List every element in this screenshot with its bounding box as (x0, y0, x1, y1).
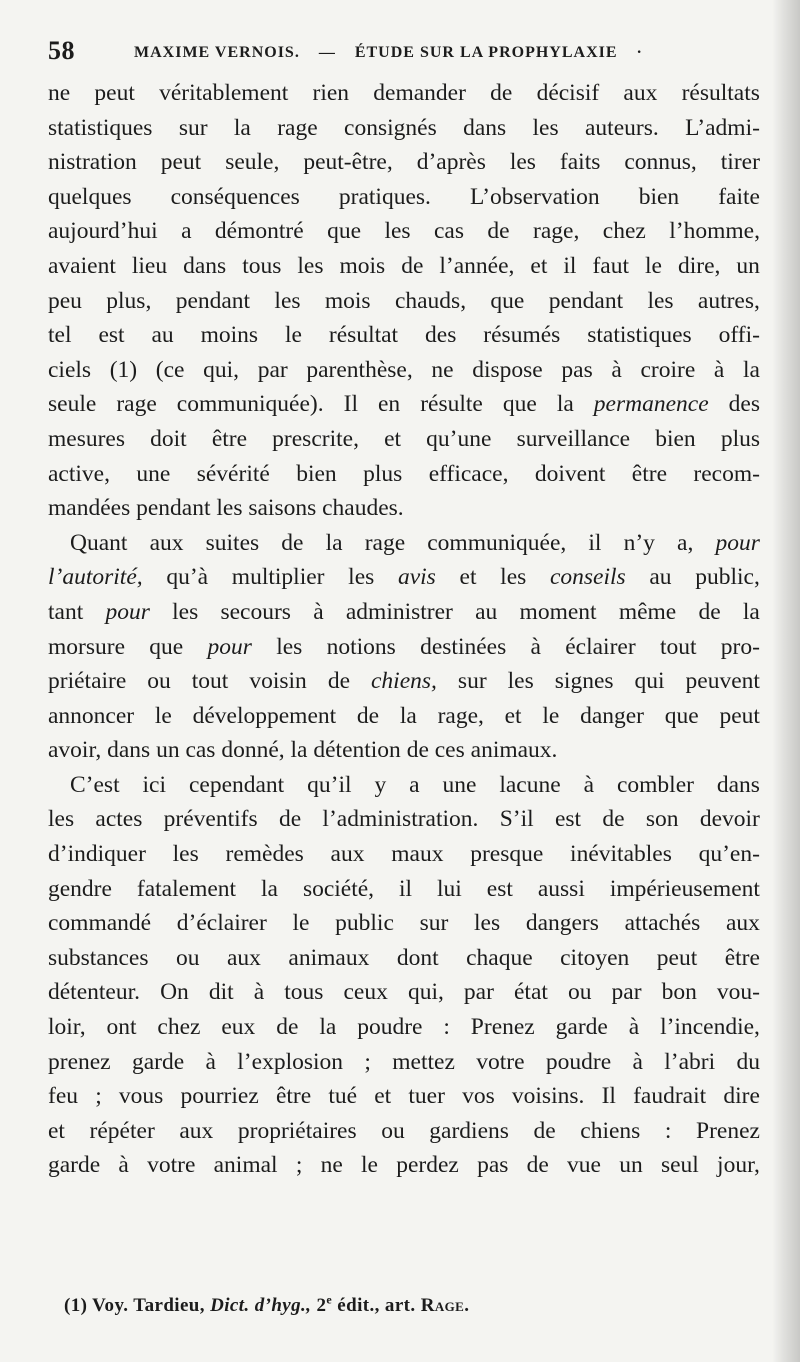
text-line: ne peut véritablement rien demander de décisif aux résultats (48, 80, 760, 106)
running-dot: · (636, 44, 643, 61)
footnote-marker: (1) (64, 1295, 88, 1316)
text-line: active, une sévérité bien plus efficace, doivent être recom- (48, 460, 760, 487)
footnote-edition: 2e (316, 1292, 333, 1316)
text-line: C’est ici cependant qu’il y a une lacune à combler dans (70, 771, 760, 798)
footnote-prefix: Voy. Tardieu, (92, 1295, 205, 1316)
text-line: peu plus, pendant les mois chauds, que pendant les autres, (48, 287, 760, 314)
text-line: ciels (1) (ce qui, par parenthèse, ne dispose pas à croire à la (48, 356, 760, 383)
footnote (64, 1292, 470, 1317)
page-number: 58 (48, 36, 75, 65)
text-line: statistiques sur la rage consignés dans les auteurs. L’admi- (48, 114, 760, 141)
text-line: les actes préventifs de l’administration. S’il est de son devoir (48, 806, 760, 833)
page-shadow (772, 0, 800, 1362)
running-header (48, 36, 760, 70)
text-line: Quant aux suites de la rage communiquée, il n’y a, pour (70, 529, 760, 556)
text-line: feu ; vous pourriez être tué et tuer vos voisins. Il faudrait dire (48, 1083, 760, 1110)
text-line: et répéter aux propriétaires ou gardiens de chiens : Prenez (48, 1117, 760, 1144)
footnote-work: Dict. d’hyg., (210, 1295, 312, 1316)
text-line: annoncer le développement de la rage, et le danger que peut (48, 702, 760, 729)
text-line: nistration peut seule, peut-être, d’après les faits connus, tirer (48, 149, 760, 176)
text-line: morsure que pour les notions destinées à éclairer tout pro- (48, 633, 760, 660)
text-line: l’autorité, qu’à multiplier les avis et les conseils au public, (48, 564, 760, 591)
text-line: aujourd’hui a démontré que les cas de rage, chez l’homme, (48, 218, 760, 245)
text-line: mesures doit être prescrite, et qu’une surveillance bien plus (48, 425, 760, 452)
text-line: d’indiquer les remèdes aux maux presque inévitables qu’en- (48, 841, 760, 868)
text-line: tel est au moins le résultat des résumés statistiques offi- (48, 322, 760, 349)
footnote-article: Rage. (420, 1295, 470, 1316)
running-title: ÉTUDE SUR LA PROPHYLAXIE (354, 44, 618, 61)
text-line: garde à votre animal ; ne le perdez pas de vue un seul jour, (48, 1152, 760, 1179)
text-line: loir, ont chez eux de la poudre : Prenez garde à l’incendie, (48, 1014, 760, 1041)
footnote-edition-rest: édit., art. (337, 1295, 416, 1316)
text-line: commandé d’éclairer le public sur les dangers attachés aux (48, 910, 760, 937)
text-line: gendre fatalement la société, il lui est aussi impérieusement (48, 875, 760, 902)
running-separator: — (318, 44, 336, 61)
text-line: substances ou aux animaux dont chaque citoyen peut être (48, 944, 760, 971)
text-line: quelques conséquences pratiques. L’observation bien faite (48, 183, 760, 210)
running-author: MAXIME VERNOIS. (134, 44, 300, 61)
body-text (48, 76, 760, 1183)
text-line: mandées pendant les saisons chaudes. (48, 495, 404, 522)
text-line: seule rage communiquée). Il en résulte que la permanence des (48, 391, 760, 418)
text-line: prenez garde à l’explosion ; mettez votre poudre à l’abri du (48, 1048, 760, 1075)
running-head (134, 44, 643, 62)
text-line: avaient lieu dans tous les mois de l’année, et il faut le dire, un (48, 252, 760, 279)
text-line: tant pour les secours à administrer au moment même de la (48, 598, 760, 625)
text-line: détenteur. On dit à tous ceux qui, par état ou par bon vou- (48, 979, 760, 1006)
text-line: avoir, dans un cas donné, la détention de ces animaux. (48, 737, 558, 764)
text-line: priétaire ou tout voisin de chiens, sur les signes qui peuvent (48, 668, 760, 695)
